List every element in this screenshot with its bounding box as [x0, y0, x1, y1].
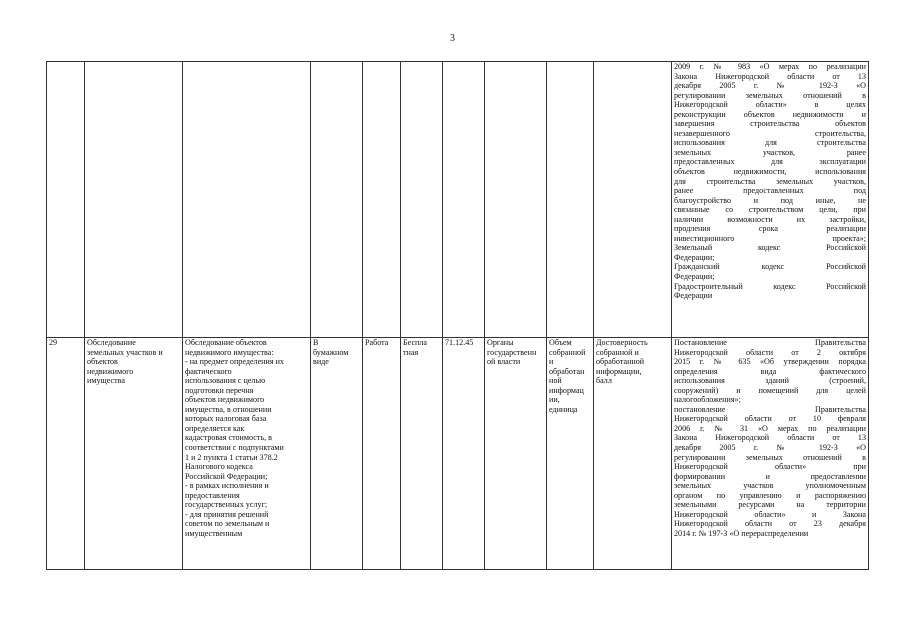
text-line: декабря 2005 г. № 192-З «О — [674, 443, 866, 453]
cell-name — [85, 338, 183, 570]
cell-type — [363, 338, 401, 570]
text-line: Работа — [365, 338, 389, 347]
text-line: для строительства земельных участков, — [674, 176, 866, 186]
text-line: определения вида фактического — [674, 366, 866, 376]
text-line: реконструкции объектов недвижимости и — [674, 109, 866, 119]
text-line: Постановление Правительства — [674, 338, 866, 347]
text-line: 2015 г. № 635 «Об утверждении порядка — [674, 357, 866, 367]
text-line: ранее предоставленных под — [674, 186, 866, 196]
text-line: земельных участков уполномоченным — [674, 481, 866, 491]
text-line: продления срока реализации — [674, 224, 866, 234]
text-line: 1 и 2 пункта 1 статьи 378.2 — [185, 452, 278, 462]
cell-num: 29 — [47, 338, 85, 570]
table-row-continuation — [47, 62, 869, 338]
text-line: собранной — [549, 347, 586, 357]
text-line: регулировании земельных отношений в — [674, 452, 866, 462]
cell-quality — [594, 62, 672, 338]
cell-type — [363, 62, 401, 338]
text-line: Закона Нижегородской области от 13 — [674, 71, 866, 81]
text-line: ии, — [549, 395, 560, 405]
text-line: Нижегородской области» и Закона — [674, 509, 866, 519]
text-line: советом по земельным и — [185, 519, 270, 529]
cell-indicator — [547, 62, 594, 338]
text-line: - в рамках исполнения и — [185, 481, 269, 491]
text-line: ой власти — [487, 357, 521, 367]
text-line: В — [313, 338, 319, 347]
text-line: недвижимого имущества: — [185, 347, 274, 357]
text-line: Достоверность — [596, 338, 648, 347]
text-line: объектов — [87, 357, 118, 367]
cell-owner — [485, 62, 547, 338]
cell-description — [183, 338, 311, 570]
text-line: единица — [549, 404, 578, 414]
cell-form — [311, 62, 363, 338]
text-line: налогообложения»; — [674, 395, 741, 405]
text-line: земельными ресурсами на территории — [674, 500, 866, 510]
text-line: использования зданий (строений, — [674, 376, 866, 386]
text-line: Налогового кодекса — [185, 462, 253, 472]
cell-description — [183, 62, 311, 338]
text-line: и — [549, 357, 554, 367]
cell-paid — [401, 62, 443, 338]
text-line: - для принятия решений — [185, 509, 269, 519]
text-line: имущества — [87, 376, 125, 386]
text-line: соответствии с подпунктами — [185, 443, 284, 453]
text-line: 2009 г. № 983 «О мерах по реализации — [674, 62, 866, 71]
text-line: Беспла — [403, 338, 427, 347]
text-line: имущества, в отношении — [185, 404, 272, 414]
services-table — [46, 61, 869, 570]
text-line: Федерации — [674, 291, 713, 301]
text-line: определяется как — [185, 423, 245, 433]
text-line: собранной и — [596, 347, 639, 357]
text-line: обработан — [549, 366, 585, 376]
text-line: благоустройство и под иные, не — [674, 195, 866, 205]
table-row-29 — [47, 338, 869, 570]
text-line: использования с целью — [185, 376, 266, 386]
text-line: незавершенного строительства, — [674, 128, 866, 138]
text-line: сооружений) и помещений для целей — [674, 385, 866, 395]
cell-quality — [594, 338, 672, 570]
text-line: Объем — [549, 338, 572, 347]
text-line: Нижегородской области от 23 декабря — [674, 519, 866, 529]
text-line: Нижегородской области» в целях — [674, 100, 866, 110]
text-line: бумажном — [313, 347, 349, 357]
text-line: инвестиционного проекта»; — [674, 233, 866, 243]
text-line: наличии возможности их застройки, — [674, 214, 866, 224]
text-line: связанные со строительством цели, при — [674, 205, 866, 215]
text-line: информации, — [596, 366, 642, 376]
text-line: Обследование — [87, 338, 136, 347]
text-line: предоставления — [185, 490, 240, 500]
cell-owner — [485, 338, 547, 570]
cell-name — [85, 62, 183, 338]
cell-num — [47, 62, 85, 338]
text-line: Органы — [487, 338, 514, 347]
text-line: 71.12.45 — [445, 338, 474, 347]
text-line: фактического — [185, 366, 232, 376]
text-line: виде — [313, 357, 329, 367]
text-line: предоставленных для эксплуатации — [674, 157, 866, 167]
text-line: балл — [596, 376, 612, 386]
text-line: декабря 2005 г. № 192-З «О — [674, 81, 866, 91]
text-line: тная — [403, 347, 419, 357]
text-line: Нижегородской области от 10 февраля — [674, 414, 866, 424]
text-line: государственн — [487, 347, 537, 357]
text-line: использования для строительства — [674, 138, 866, 148]
text-line: Земельный кодекс Российской — [674, 243, 866, 253]
cell-indicator — [547, 338, 594, 570]
text-line: регулировании земельных отношений в — [674, 90, 866, 100]
text-line: объектов недвижимости, использования — [674, 167, 866, 177]
text-line: - на предмет определения их — [185, 357, 284, 367]
text-line: Гражданский кодекс Российской — [674, 262, 866, 272]
text-line: объектов недвижимого — [185, 395, 265, 405]
text-line: 2014 г. № 197-З «О перераспределении — [674, 528, 809, 538]
text-line: Федерации; — [674, 272, 715, 282]
text-line: подготовки перечня — [185, 385, 254, 395]
text-line: информац — [549, 385, 584, 395]
text-line: ной — [549, 376, 562, 386]
text-line: Нижегородской области от 2 октября — [674, 347, 866, 357]
text-line: государственных услуг; — [185, 500, 268, 510]
text-line: Российской Федерации; — [185, 471, 268, 481]
text-line: Нижегородской области» при — [674, 462, 866, 472]
text-line: земельных участков, ранее — [674, 147, 866, 157]
text-line: постановление Правительства — [674, 404, 866, 414]
cell-legal-basis — [672, 338, 869, 570]
text-line: Градостроительный кодекс Российской — [674, 281, 866, 291]
cell-form — [311, 338, 363, 570]
cell-okved — [443, 62, 485, 338]
text-line: земельных участков и — [87, 347, 163, 357]
text-line: кадастровая стоимость, в — [185, 433, 272, 443]
text-line: имущественным — [185, 528, 243, 538]
text-line: обработанной — [596, 357, 645, 367]
cell-legal-basis — [672, 62, 869, 338]
text-line: Федерации; — [674, 252, 715, 262]
text-line: завершения строительства объектов — [674, 119, 866, 129]
text-line: которых налоговая база — [185, 414, 267, 424]
page-number: 3 — [450, 33, 455, 44]
text-line: формировании и предоставлении — [674, 471, 866, 481]
text-line: Закона Нижегородской области от 13 — [674, 433, 866, 443]
text-line: органом по управлению и распоряжению — [674, 490, 866, 500]
text-line: недвижимого — [87, 366, 134, 376]
text-line: Обследование объектов — [185, 338, 267, 347]
cell-okved — [443, 338, 485, 570]
text-line: 2006 г. № 31 «О мерах по реализации — [674, 423, 866, 433]
cell-paid — [401, 338, 443, 570]
